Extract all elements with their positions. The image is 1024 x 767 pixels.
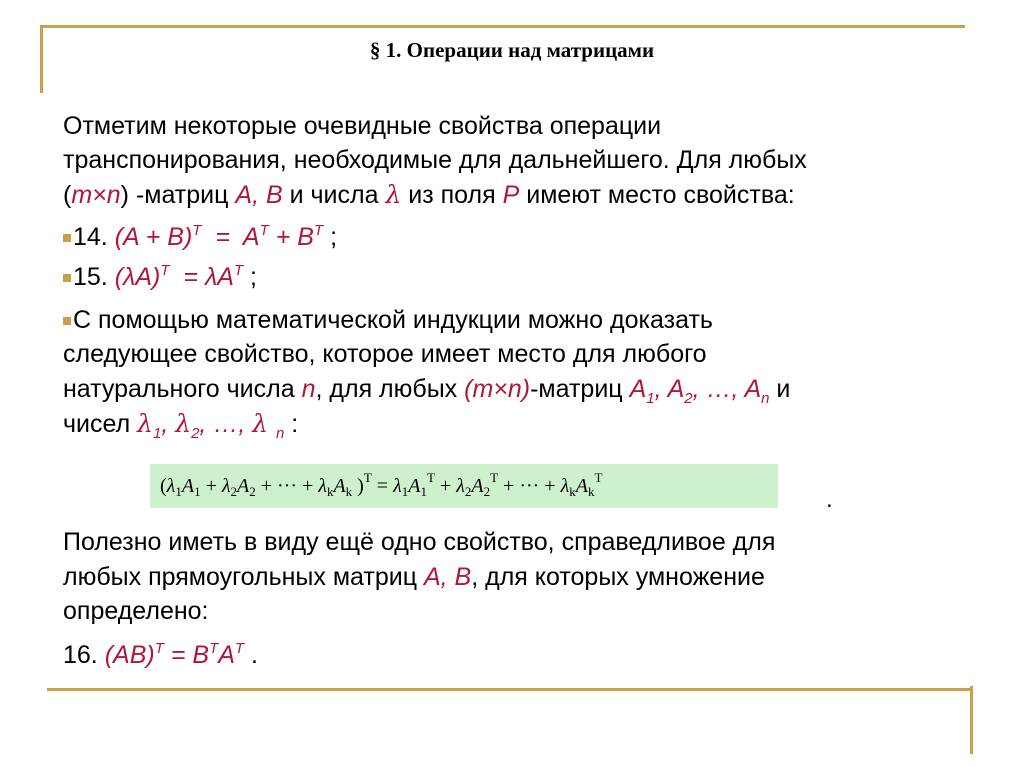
prop15-sup: T xyxy=(160,262,170,279)
f-lambda: λ xyxy=(318,475,327,497)
matrices-ab: A, B xyxy=(423,563,472,591)
prop16-b: B xyxy=(192,641,210,669)
bullet-icon xyxy=(63,234,71,242)
text-from-field: из поля xyxy=(401,181,503,209)
prop14-sup: T xyxy=(259,222,269,239)
prop15-lhs: (λA) xyxy=(114,263,161,291)
text-matrices: -матриц xyxy=(530,375,630,403)
f-lambda: λ xyxy=(393,475,402,497)
prop16-sup: T xyxy=(234,640,245,657)
prop16-lhs: (AB) xyxy=(104,641,155,669)
f-sub: k xyxy=(326,484,334,499)
text-numbers: чисел xyxy=(63,410,138,438)
prop14-plus: + xyxy=(268,223,298,251)
intro-line-2: транспонирования, необходимые для дальнейшего. Для любых xyxy=(63,146,807,174)
f-dots: + ··· + xyxy=(498,475,561,497)
sub-n: n xyxy=(276,425,285,442)
f-sup: T xyxy=(490,470,499,485)
property-16 xyxy=(63,640,258,674)
f-sub: 1 xyxy=(401,484,409,499)
f-lambda: λ xyxy=(456,475,465,497)
var-n: n xyxy=(301,375,316,403)
comma: , xyxy=(161,410,176,438)
induction-text: С помощью математической индукции можно доказать xyxy=(73,306,713,334)
text-and-number: и числа xyxy=(282,181,386,209)
sub-1: 1 xyxy=(646,390,655,407)
prop14-sup: T xyxy=(192,222,202,239)
sub-1: 1 xyxy=(152,425,162,442)
lambda-2: λ xyxy=(175,409,192,438)
text-properties: имеют место свойства: xyxy=(519,181,795,209)
field-p: P xyxy=(502,181,520,209)
prop15-rhs: λA xyxy=(204,263,234,291)
induction-formula xyxy=(150,464,778,508)
text-multiplication: , для которых умножение xyxy=(471,563,765,591)
f-lambda: λ xyxy=(560,475,570,497)
f-sub: k xyxy=(569,484,576,499)
bullet-icon xyxy=(63,317,71,325)
formula-period: . xyxy=(826,486,833,513)
matrix-a2: A xyxy=(667,375,685,403)
prop15-number: 15. xyxy=(73,263,115,291)
f-lambda: λ xyxy=(166,475,176,497)
f-sub: 2 xyxy=(483,484,491,499)
slide-title: § 1. Операции над матрицами xyxy=(369,38,655,62)
text-for-any: , для любых xyxy=(315,375,465,403)
f-sub: 1 xyxy=(420,484,427,499)
f-sub: 2 xyxy=(249,484,256,499)
useful-line-2 xyxy=(63,562,765,592)
property-15 xyxy=(63,262,257,296)
lambda-symbol: λ xyxy=(385,180,402,209)
ellipsis: , …, xyxy=(199,410,253,438)
prop14-b: B xyxy=(297,223,314,251)
f-sub: 1 xyxy=(194,484,201,499)
prop16-a: A xyxy=(218,641,235,669)
comma: , xyxy=(654,375,668,403)
property-14 xyxy=(63,222,337,256)
matrix-a1: A xyxy=(629,375,647,403)
f-dots: + ··· + xyxy=(255,475,319,497)
f-matrix: A xyxy=(237,475,250,497)
f-matrix: A xyxy=(471,475,484,497)
text-matrices: ) -матриц xyxy=(120,181,236,209)
f-sub: 2 xyxy=(230,484,238,499)
useful-line-3: определено: xyxy=(63,597,209,625)
f-eq: = xyxy=(371,475,394,497)
sub-n: n xyxy=(761,390,770,407)
top-rule xyxy=(40,25,965,28)
lambda-1: λ xyxy=(137,409,153,438)
f-lparen: ( xyxy=(160,475,167,497)
prop14-a: A xyxy=(242,223,260,251)
f-sup: T xyxy=(426,470,435,485)
f-plus: + xyxy=(434,475,457,497)
text-natural: натурального числа xyxy=(63,375,302,403)
f-rparen: ) xyxy=(352,475,364,497)
f-matrix: A xyxy=(408,475,421,497)
induction-line-2: следующее свойство, которое имеет место для любого xyxy=(63,340,707,368)
text-and: и xyxy=(769,375,791,403)
intro-line-3 xyxy=(63,180,795,210)
useful-line-1: Полезно иметь в виду ещё одно свойство, справедливое для xyxy=(63,528,776,556)
prop14-number: 14. xyxy=(73,223,115,251)
prop15-end: ; xyxy=(243,263,258,291)
dims-mn: (m×n) xyxy=(464,375,531,403)
bullet-icon xyxy=(63,274,71,282)
intro-line-1: Отметим некоторые очевидные свойства операции xyxy=(63,112,662,140)
colon: : xyxy=(284,410,299,438)
bottom-rule xyxy=(47,688,973,691)
text-any-rect: любых прямоугольных матриц xyxy=(63,563,424,591)
prop16-sup: T xyxy=(154,640,164,657)
prop15-sup: T xyxy=(233,262,244,279)
f-sup: T xyxy=(594,470,603,485)
f-plus: + xyxy=(200,475,222,497)
sub-2: 2 xyxy=(191,425,200,442)
prop16-sup: T xyxy=(209,640,219,657)
matrices-ab: A, B xyxy=(235,181,283,209)
f-sub: k xyxy=(587,484,595,499)
lambda-n: λ xyxy=(252,409,277,438)
prop16-number: 16. xyxy=(63,641,105,669)
prop14-sup: T xyxy=(313,222,324,239)
right-rule xyxy=(970,686,973,754)
f-lambda: λ xyxy=(221,475,231,497)
f-sub: k xyxy=(345,484,353,499)
prop14-lhs: (A + B) xyxy=(114,223,193,251)
paren-open: ( xyxy=(63,181,72,209)
prop15-eq: = xyxy=(169,263,205,291)
induction-line-4 xyxy=(63,409,298,443)
prop16-end: . xyxy=(244,641,258,669)
dims-mn: m×n xyxy=(71,181,121,209)
ellipsis: , …, xyxy=(692,375,745,403)
prop16-eq: = xyxy=(163,641,193,669)
f-sub: 2 xyxy=(464,484,472,499)
induction-line-1 xyxy=(63,305,713,335)
f-matrix: A xyxy=(181,475,195,497)
f-sup: T xyxy=(363,470,372,485)
f-matrix: A xyxy=(575,475,588,497)
induction-line-3 xyxy=(63,374,790,408)
f-sub: 1 xyxy=(175,484,182,499)
matrix-an: A xyxy=(744,375,762,403)
prop14-end: ; xyxy=(323,223,338,251)
f-matrix: A xyxy=(333,475,346,497)
sub-2: 2 xyxy=(684,390,693,407)
prop14-eq: = xyxy=(201,223,243,251)
